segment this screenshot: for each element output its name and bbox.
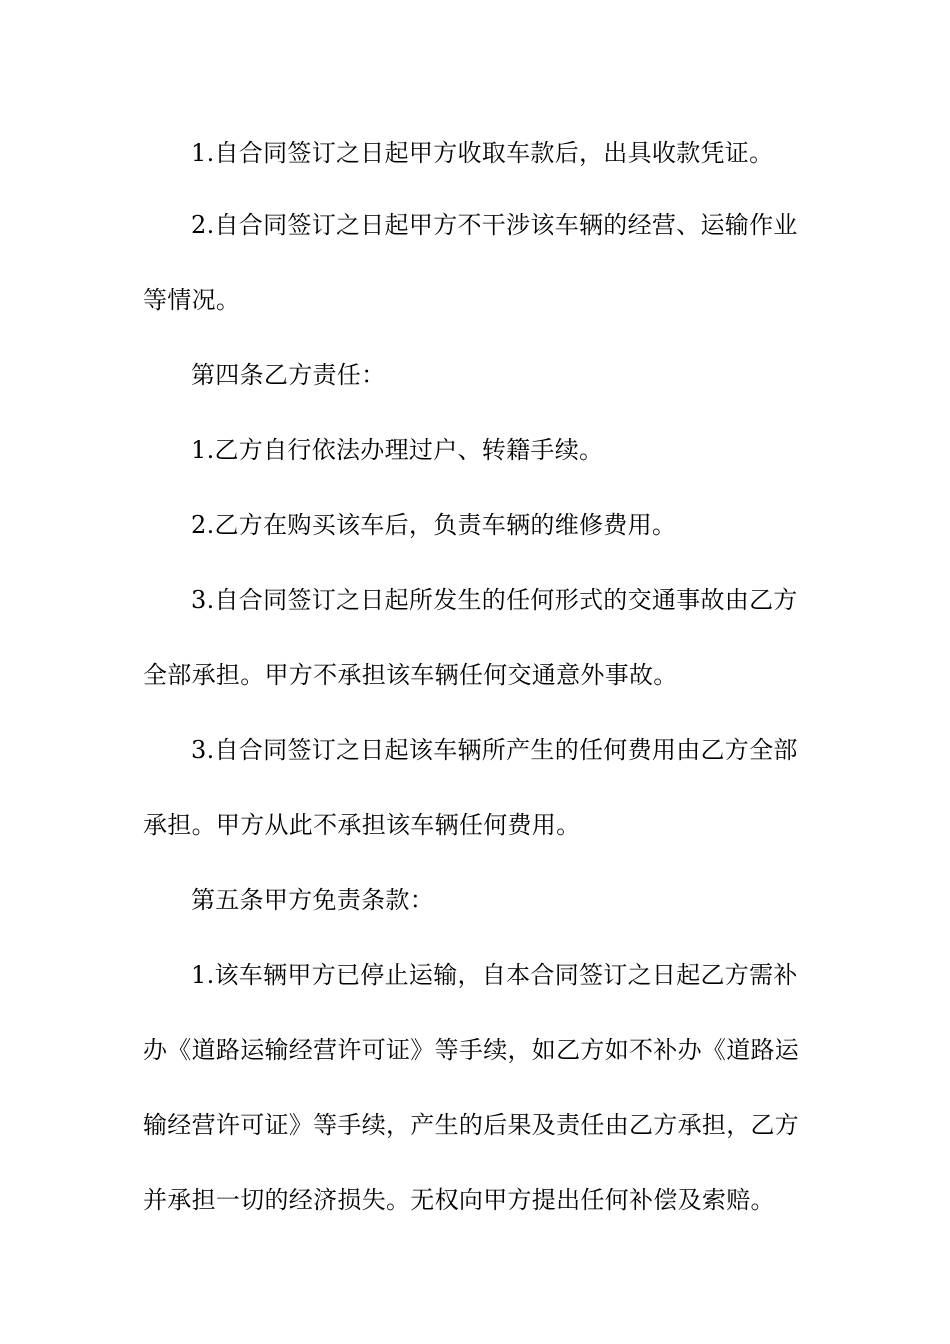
paragraph-line: 承担。甲方从此不承担该车辆任何费用。 <box>143 811 581 839</box>
paragraph-line: 全部承担。甲方不承担该车辆任何交通意外事故。 <box>143 661 678 689</box>
section-heading: 第四条乙方责任： <box>191 361 386 389</box>
paragraph-line: 1.自合同签订之日起甲方收取车款后，出具收款凭证。 <box>191 139 774 167</box>
paragraph-line: 3.自合同签订之日起所发生的任何形式的交通事故由乙方 <box>191 586 798 614</box>
section-heading: 第五条甲方免责条款： <box>191 886 434 914</box>
paragraph-line: 输经营许可证》等手续，产生的后果及责任由乙方承担，乙方 <box>143 1111 800 1139</box>
paragraph-line: 2.自合同签订之日起甲方不干涉该车辆的经营、运输作业 <box>191 211 798 239</box>
paragraph-line: 等情况。 <box>143 286 241 314</box>
paragraph-line: 3.自合同签订之日起该车辆所产生的任何费用由乙方全部 <box>191 736 798 764</box>
paragraph-line: 办《道路运输经营许可证》等手续，如乙方如不补办《道路运 <box>143 1036 800 1064</box>
paragraph-line: 2.乙方在购买该车后，负责车辆的维修费用。 <box>191 511 677 539</box>
paragraph-line: 1.该车辆甲方已停止运输，自本合同签订之日起乙方需补 <box>191 961 798 989</box>
paragraph-line: 1.乙方自行依法办理过户、转籍手续。 <box>191 436 604 464</box>
paragraph-line: 并承担一切的经济损失。无权向甲方提出任何补偿及索赔。 <box>143 1186 775 1214</box>
